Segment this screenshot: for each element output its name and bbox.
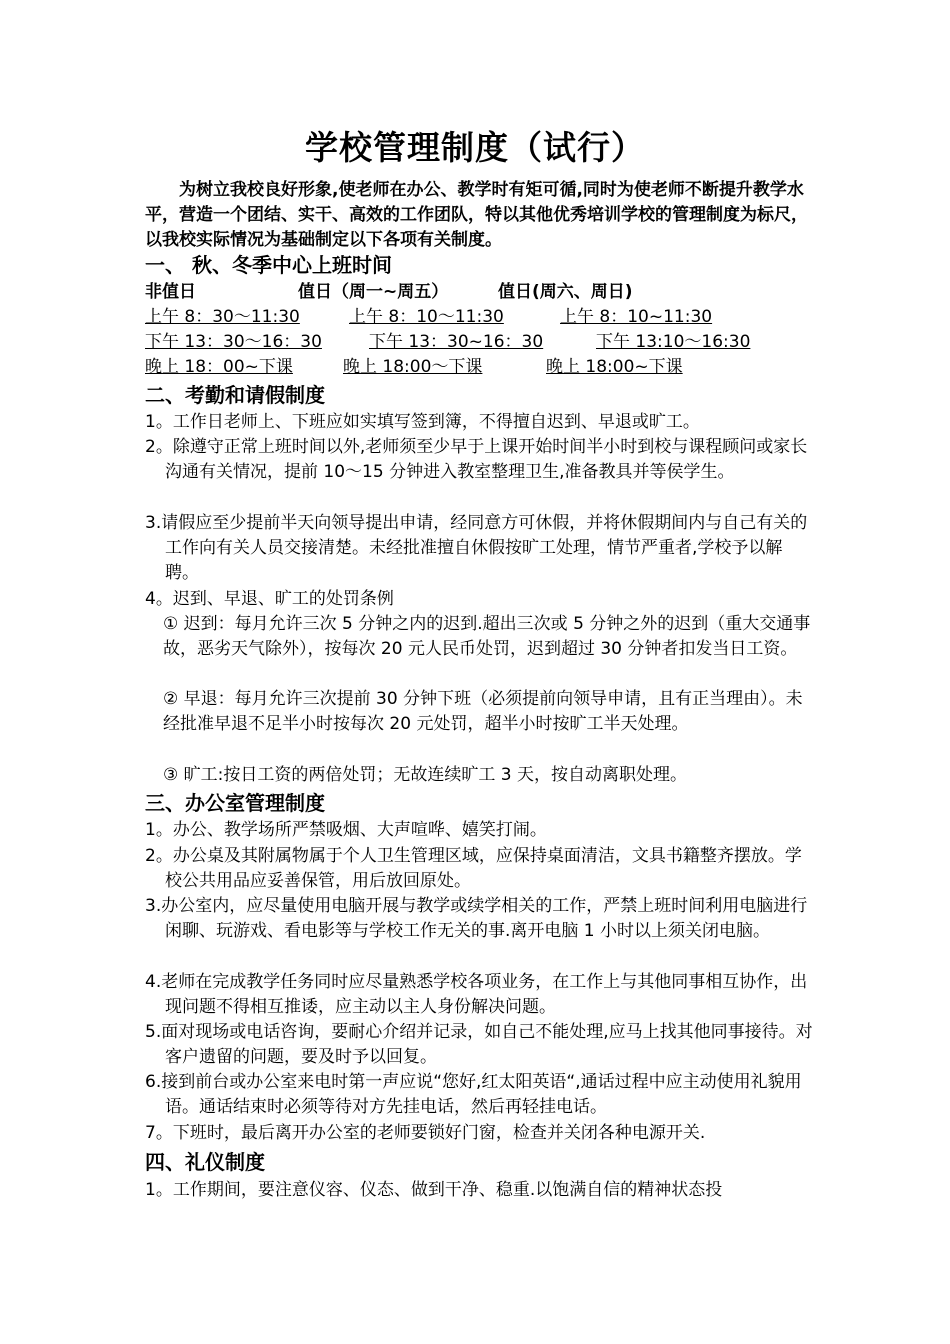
penalty-absence: ③ 旷工:按日工资的两倍处罚；无故连续旷工 3 天，按自动离职处理。 [163,765,687,785]
section-heading-attendance: 二、考勤和请假制度 [145,383,325,407]
schedule-cell: 上午 8：10~11:30 [560,307,713,327]
intro-paragraph: 为树立我校良好形象,使老师在办公、教学时有矩可循,同时为使老师不断提升教学水平，营造一个团结、实干、高效的工作团队，特以其他优秀培训学校的管理制度为标尺，以我校实际情况为基础制定以下各项有关制度。 [145,180,808,250]
schedule-cell: 下午 13:10～16:30 [596,332,751,352]
penalty-late: ① 迟到：每月允许三次 5 分钟之内的迟到.超出三次或 5 分钟之外的迟到（重大交通事故，恶劣天气除外），按每次 20 元人民币处罚，迟到超过 30 分钟者扣发当日工资。 [163,614,811,659]
list-item: 3.办公室内，应尽量使用电脑开展与教学或续学相关的工作，严禁上班时间利用电脑进行闲聊、玩游戏、看电影等与学校工作无关的事.离开电脑 1 小时以上须关闭电脑。 [145,896,808,941]
page-title: 学校管理制度（试行） [305,128,645,167]
section-heading-office: 三、办公室管理制度 [145,791,325,815]
schedule-cell: 晚上 18：00~下课 [145,357,293,377]
schedule-cell: 下午 13：30～16：30 [145,332,322,352]
list-item: 1。办公、教学场所严禁吸烟、大声喧哗、嬉笑打闹。 [145,820,547,840]
schedule-cell: 晚上 18:00~下课 [546,357,683,377]
list-item: 3.请假应至少提前半天向领导提出申请，经同意方可休假，并将休假期间内与自己有关的工作向有关人员交接清楚。未经批准擅自休假按旷工处理，情节严重者,学校予以解聘。 [145,513,808,583]
schedule-cell: 晚上 18:00～下课 [343,357,483,377]
schedule-cell: 下午 13：30~16：30 [369,332,544,352]
schedule-cell: 上午 8：10～11:30 [349,307,504,327]
list-item: 1。工作期间，要注意仪容、仪态、做到干净、稳重.以饱满自信的精神状态投 [145,1180,723,1200]
schedule-header-non-duty: 非值日 [145,282,196,302]
list-item: 1。工作日老师上、下班应如实填写签到簿，不得擅自迟到、早退或旷工。 [145,412,700,432]
list-item: 4.老师在完成教学任务同时应尽量熟悉学校各项业务，在工作上与其他同事相互协作，出现问题不得相互推诿，应主动以主人身份解决问题。 [145,972,808,1017]
list-item: 2。办公桌及其附属物属于个人卫生管理区域，应保持桌面清洁，文具书籍整齐摆放。学校公共用品应妥善保管，用后放回原处。 [145,846,802,891]
list-item: 5.面对现场或电话咨询，要耐心介绍并记录，如自己不能处理,应马上找其他同事接待。对客户遗留的问题，要及时予以回复。 [145,1022,813,1067]
section-heading-etiquette: 四、礼仪制度 [145,1150,265,1174]
schedule-cell: 上午 8：30～11:30 [145,307,300,327]
section-heading-work-hours: 一、 秋、冬季中心上班时间 [145,253,392,277]
list-item: 2。除遵守正常上班时间以外,老师须至少早于上课开始时间半小时到校与课程顾问或家长沟通有关情况，提前 10～15 分钟进入教室整理卫生,准备教具并等侯学生。 [145,437,808,482]
schedule-header-duty-weekend: 值日(周六、周日) [498,282,633,302]
schedule-header-duty-weekday: 值日（周一~周五） [298,282,449,302]
list-item: 7。下班时，最后离开办公室的老师要锁好门窗，检查并关闭各种电源开关. [145,1123,706,1143]
list-item: 6.接到前台或办公室来电时第一声应说“您好,红太阳英语“,通话过程中应主动使用礼貌用语。通话结束时必须等待对方先挂电话，然后再轻挂电话。 [145,1072,802,1117]
penalty-early-leave: ② 早退：每月允许三次提前 30 分钟下班（必须提前向领导申请，且有正当理由）。未经批准早退不足半小时按每次 20 元处罚，超半小时按旷工半天处理。 [163,689,803,734]
list-item: 4。迟到、早退、旷工的处罚条例 [145,589,394,609]
